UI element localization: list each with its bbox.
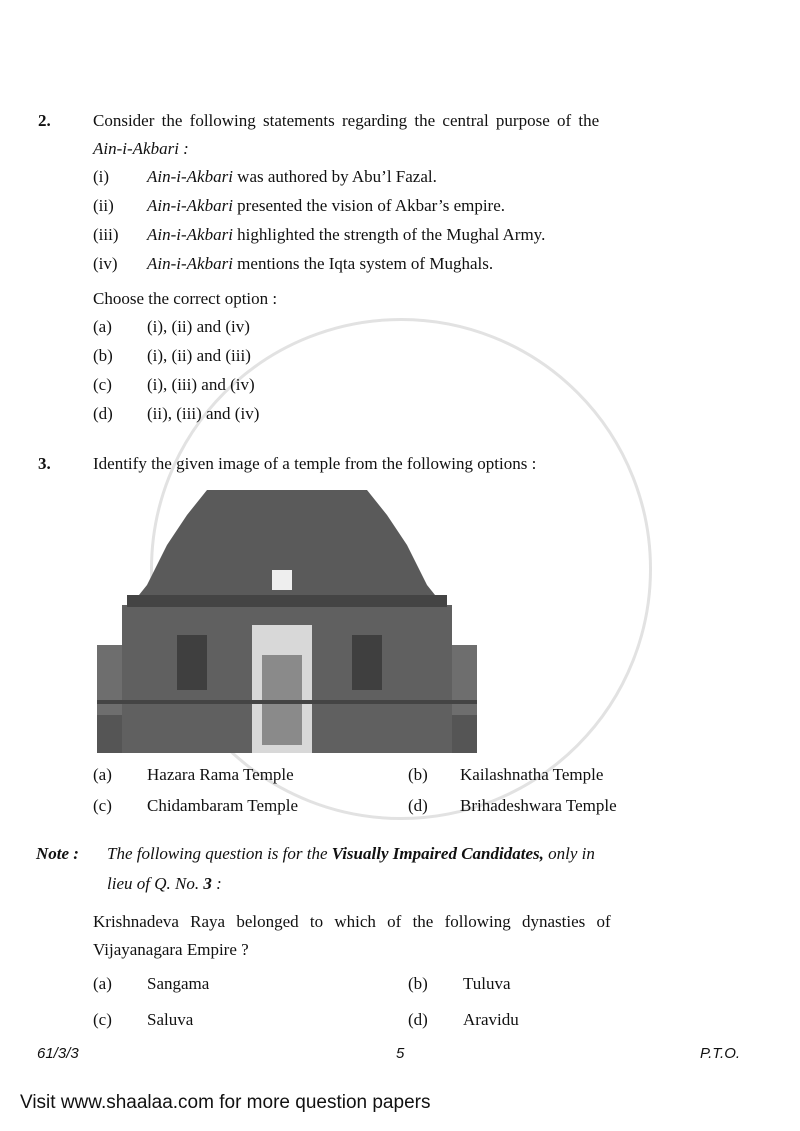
- statement: Ain-i-Akbari mentions the Iqta system of Mughals.: [147, 254, 494, 273]
- option-label: (d): [408, 796, 428, 815]
- pto: P.T.O.: [700, 1045, 741, 1062]
- option-text: Saluva: [147, 1010, 194, 1029]
- statement: Ain-i-Akbari highlighted the strength of the Mughal Army.: [147, 225, 546, 244]
- visit-link[interactable]: Visit www.shaalaa.com for more question papers: [20, 1092, 431, 1113]
- note-label: Note :: [36, 844, 79, 863]
- option-label: (d): [408, 1010, 428, 1029]
- statement-label: (iii): [93, 225, 119, 244]
- option-text: Chidambaram Temple: [147, 796, 298, 815]
- option-text: Kailashnatha Temple: [460, 765, 604, 784]
- vi-question-2: Vijayanagara Empire ?: [93, 940, 249, 959]
- q3-number: 3.: [38, 454, 51, 473]
- option-text: (ii), (iii) and (iv): [147, 404, 260, 423]
- option-text: Aravidu: [463, 1010, 519, 1029]
- option-label: (a): [93, 317, 112, 336]
- option-text: (i), (iii) and (iv): [147, 375, 255, 394]
- statement-label: (i): [93, 167, 110, 186]
- statement: Ain-i-Akbari was authored by Abu’l Fazal.: [147, 167, 437, 186]
- choose-text: Choose the correct option :: [93, 289, 278, 308]
- statement: Ain-i-Akbari presented the vision of Akbar’s empire.: [147, 196, 506, 215]
- option-label: (d): [93, 404, 113, 423]
- option-label: (c): [93, 1010, 112, 1029]
- option-text: (i), (ii) and (iv): [147, 317, 250, 336]
- page-number: 5: [396, 1045, 405, 1062]
- option-label: (b): [93, 346, 113, 365]
- option-text: (i), (ii) and (iii): [147, 346, 251, 365]
- q2-text: Consider the following statements regarding the central purpose of the: [93, 111, 600, 130]
- q3-text: Identify the given image of a temple from the following options :: [93, 454, 537, 473]
- option-label: (c): [93, 796, 112, 815]
- q2-text-2: Ain-i-Akbari :: [93, 139, 189, 158]
- option-label: (c): [93, 375, 112, 394]
- statement-label: (ii): [93, 196, 114, 215]
- statement-label: (iv): [93, 254, 118, 273]
- option-label: (a): [93, 765, 112, 784]
- vi-question: Krishnadeva Raya belonged to which of the following dynasties of: [93, 912, 611, 931]
- paper-code: 61/3/3: [37, 1045, 79, 1062]
- note-text-2: lieu of Q. No. 3 :: [107, 874, 222, 893]
- option-text: Brihadeshwara Temple: [460, 796, 617, 815]
- option-text: Tuluva: [463, 974, 511, 993]
- temple-image: [97, 485, 477, 753]
- q2-number: 2.: [38, 111, 51, 130]
- note-text: The following question is for the Visually Impaired Candidates, only in: [107, 844, 595, 863]
- option-label: (b): [408, 765, 428, 784]
- option-text: Hazara Rama Temple: [147, 765, 294, 784]
- option-label: (b): [408, 974, 428, 993]
- option-text: Sangama: [147, 974, 210, 993]
- option-label: (a): [93, 974, 112, 993]
